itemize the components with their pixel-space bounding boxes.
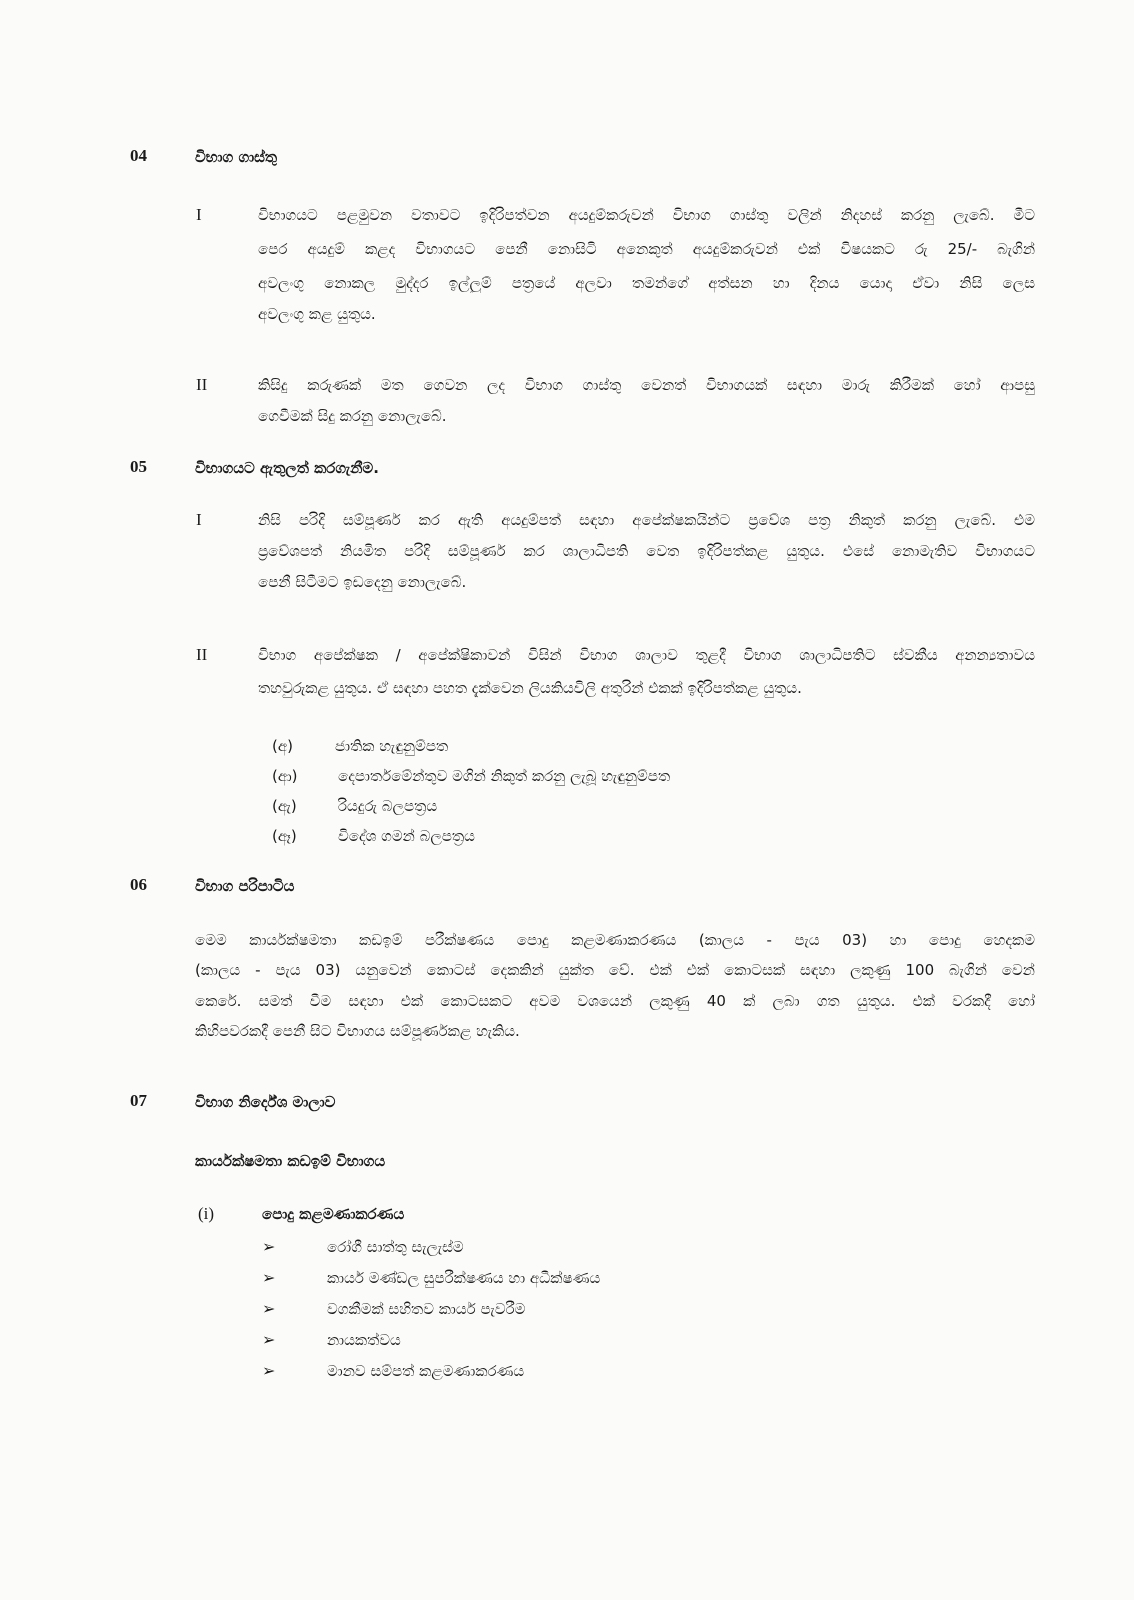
paragraph-line: කිහිපවරකදී පෙනී සිට විභාගය සම්පූර්ණකළ හැකිය. xyxy=(195,1022,520,1040)
section-number: 04 xyxy=(130,146,147,165)
list-marker: (අ) xyxy=(272,737,293,755)
paragraph-line: විභාග අපේක්ෂක / අපේක්ෂිකාවන් විසින් විභාග ශාලාව තුළදී විභාග ශාලාධිපතිට ස්වකීය අනන්‍යතාවය xyxy=(258,646,1035,664)
arrow-bullet-icon: ➢ xyxy=(262,1361,276,1380)
section-number: 07 xyxy=(130,1091,147,1110)
paragraph-line: පෙර අයදුම් කළද විභාගයට පෙනී නොසිටි අනෙකුත් අයදුම්කරුවන් එක් විෂයකට රු 25/- බැගින් xyxy=(258,240,1035,258)
list-item: විදේශ ගමන් බලපත්‍රය xyxy=(338,827,475,845)
paragraph-line: අවලංගු නොකල මුද්දර ඉල්ලුම් පත්‍රයේ අලවා තමන්ගේ අත්සන හා දිනය යොදා ඒවා නිසි ලෙස xyxy=(258,274,1035,292)
list-marker: (ඈ) xyxy=(272,827,297,845)
item-marker: I xyxy=(196,205,202,224)
item-marker: II xyxy=(196,645,208,664)
list-item: ජාතික හැඳුනුම්පත xyxy=(335,737,449,755)
section-number: 05 xyxy=(130,457,147,476)
bullet-item: රෝගී සාත්තු සැලැස්ම xyxy=(327,1238,464,1256)
section-title: විභාග පරිපාටිය xyxy=(195,877,295,895)
section-title: විභාග ගාස්තු xyxy=(195,148,278,166)
section-title: විභාගයට ඇතුලත් කරගැනීම. xyxy=(195,459,379,477)
list-item: දෙපාර්තමේන්තුව මගින් නිකුත් කරනු ලැබූ හැඳුනුම්පත xyxy=(338,767,671,785)
paragraph-line: අවලංගු කළ යුතුය. xyxy=(258,305,376,323)
paragraph-line: විභාගයට පළමුවන වතාවට ඉදිරිපත්වන අයදුම්කරුවන් විභාග ගාස්තු වලින් නිදහස් කරනු ලැබේ. මීට xyxy=(258,206,1035,224)
bullet-item: මානව සම්පත් කළමණාකරණය xyxy=(327,1362,525,1380)
paragraph-line: කිසිදු කරුණක් මත ගෙවන ලද විභාග ගාස්තු වෙනත් විභාගයක් සඳහා මාරු කිරීමක් හෝ ආපසු xyxy=(258,376,1035,394)
arrow-bullet-icon: ➢ xyxy=(262,1299,276,1318)
part-marker: (i) xyxy=(198,1204,215,1223)
arrow-bullet-icon: ➢ xyxy=(262,1330,276,1349)
item-marker: II xyxy=(196,375,208,394)
arrow-bullet-icon: ➢ xyxy=(262,1237,276,1256)
item-marker: I xyxy=(196,510,202,529)
arrow-bullet-icon: ➢ xyxy=(262,1268,276,1287)
bullet-item: නායකත්වය xyxy=(327,1331,401,1349)
bullet-item: කාර්ය මණ්ඩල සුපරීක්ෂණය හා අධීක්ෂණය xyxy=(327,1269,601,1287)
paragraph-line: ප්‍රවේශපත් නියමිත පරිදි සම්පූර්ණ කර ශාලාධිපති වෙත ඉදිරිපත්කළ යුතුය. එසේ නොමැතිව විභාගයට xyxy=(258,542,1035,560)
section-number: 06 xyxy=(130,875,147,894)
list-item: රියදුරු බලපත්‍රය xyxy=(338,797,438,815)
section-title: විභාග නිර්දේශ මාලාව xyxy=(195,1093,336,1111)
paragraph-line: තහවුරුකළ යුතුය. ඒ සඳහා පහත දැක්වෙන ලියකියවිලි අතුරින් එකක් ඉදිරිපත්කළ යුතුය. xyxy=(258,679,802,697)
paragraph-line: පෙනී සිටීමට ඉඩදෙනු නොලැබේ. xyxy=(258,573,467,591)
subsection-title: කාර්යක්ෂමතා කඩඉම් විභාගය xyxy=(195,1152,386,1170)
paragraph-line: (කාලය - පැය 03) යනුවෙන් කොටස් දෙකකින් යුක්ත වේ. එක් එක් කොටසක් සඳහා ලකුණු 100 බැගින් වෙන් xyxy=(195,961,1035,979)
part-title: පොදු කළමණාකරණය xyxy=(262,1205,405,1223)
paragraph-line: නිසි පරිදි සම්පූර්ණ කර ඇති අයදුම්පත් සඳහා අපේක්ෂකයින්ට ප්‍රවේශ පත්‍ර නිකුත් කරනු ලැබේ. එම xyxy=(258,511,1035,529)
bullet-item: වගකීමක් සහිතව කාර්ය පැවරීම xyxy=(327,1300,526,1318)
paragraph-line: ගෙවීමක් සිදු කරනු නොලැබේ. xyxy=(258,407,447,425)
paragraph-line: මෙම කාර්යක්ෂමතා කඩඉම් පරීක්ෂණය පොදු කළමණාකරණය (කාලය - පැය 03) හා පොදු හෙදකම xyxy=(195,931,1035,949)
list-marker: (ආ) xyxy=(272,767,298,785)
paragraph-line: කෙරේ. සමත් වීම සඳහා එක් කොටසකට අවම වශයෙන් ලකුණු 40 ක් ලබා ගත යුතුය. එක් වරකදී හෝ xyxy=(195,992,1035,1010)
list-marker: (ඇ) xyxy=(272,797,297,815)
